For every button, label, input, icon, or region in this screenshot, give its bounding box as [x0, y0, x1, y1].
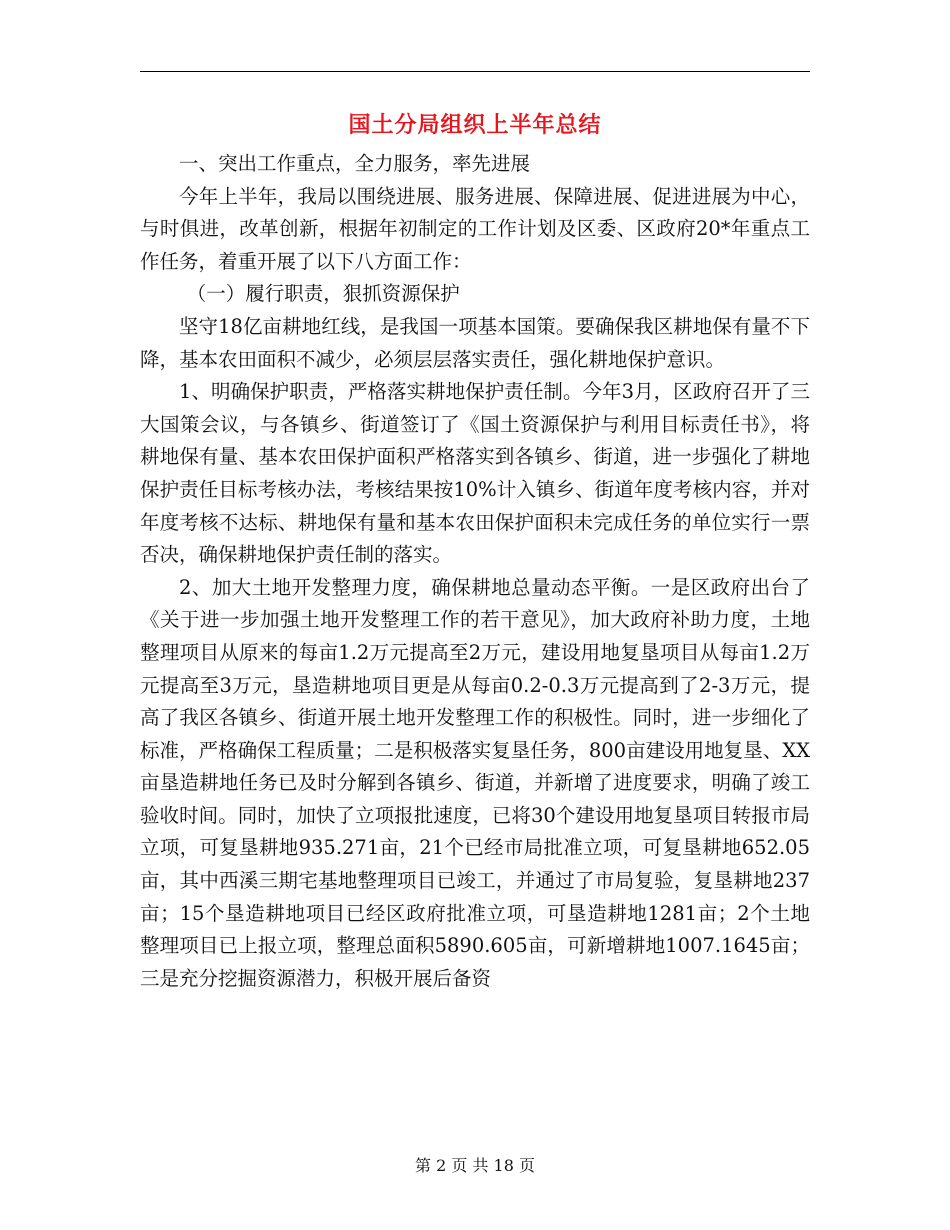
body-paragraph: 坚守18亿亩耕地红线，是我国一项基本国策。要确保我区耕地保有量不下降，基本农田面积不减少，必须层层落实责任，强化耕地保护意识。: [140, 314, 810, 371]
header-rule: [140, 71, 810, 72]
subsection-heading: （一）履行职责，狠抓资源保护: [186, 282, 460, 306]
intro-paragraph: 今年上半年，我局以围绕进展、服务进展、保障进展、促进进展为中心，与时俱进，改革创新，根据年初制定的工作计划及区委、区政府20*年重点工作任务，着重开展了以下八方面工作：: [140, 184, 810, 273]
page-number-footer: 第 2 页 共 18 页: [415, 1156, 535, 1175]
body-paragraph: 1、明确保护职责，严格落实耕地保护责任制。今年3月，区政府召开了三大国策会议，与各镇乡、街道签订了《国土资源保护与利用目标责任书》，将耕地保有量、基本农田保护面积严格落实到各镇乡、街道，进一步强化了耕地保护责任目标考核办法，考核结果按10%计入镇乡、街道年度考核内容，并对年度考核不达标、耕地保有量和基本农田保护面积未完成任务的单位实行一票否决，确保耕地保护责任制的落实。: [140, 380, 810, 567]
section-heading: 一、突出工作重点，全力服务，率先进展: [179, 152, 531, 175]
document-body: [140, 148, 810, 995]
body-paragraph: 2、加大土地开发整理力度，确保耕地总量动态平衡。一是区政府出台了《关于进一步加强土地开发整理工作的若干意见》，加大政府补助力度，土地整理项目从原来的每亩1.2万元提高至2万元，建设用地复垦项目从每亩1.2万元提高至3万元，垦造耕地项目更是从每亩0.2-0.3万元提高到了2-3万元，提高了我区各镇乡、街道开展土地开发整理工作的积极性。同时，进一步细化了标准，严格确保工程质量；二是积极落实复垦任务，800亩建设用地复垦、XX亩垦造耕地任务已及时分解到各镇乡、街道，并新增了进度要求，明确了竣工验收时间。同时，加快了立项报批速度，已将30个建设用地复垦项目转报市局立项，可复垦耕地935.271亩，21个已经市局批准立项，可复垦耕地652.05亩，其中西溪三期宅基地整理项目已竣工，并通过了市局复验，复垦耕地237亩；15个垦造耕地项目已经区政府批准立项，可垦造耕地1281亩；2个土地整理项目已上报立项，整理总面积5890.605亩，可新增耕地1007.1645亩；三是充分挖掘资源潜力，积极开展后备资: [140, 575, 810, 990]
document-title: 国土分局组织上半年总结: [348, 113, 602, 138]
